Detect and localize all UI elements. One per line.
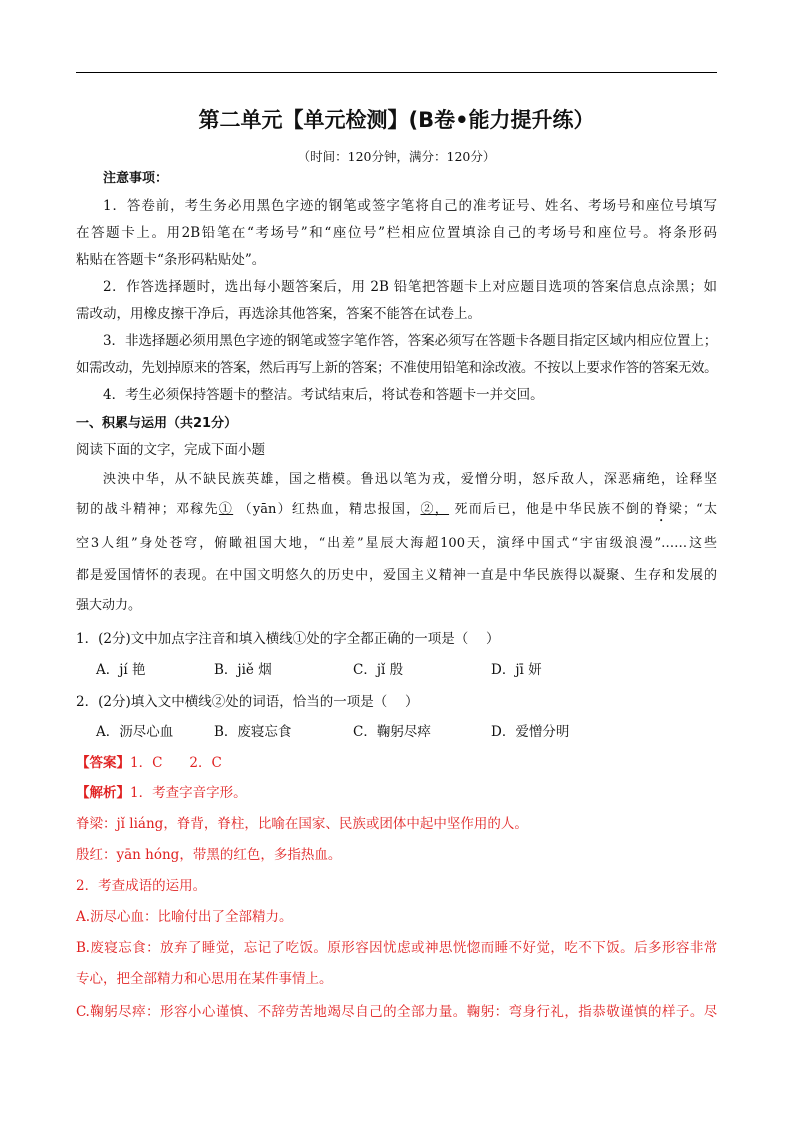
passage-line — [76, 501, 717, 525]
passage-text: （yān）红热血，精忠报国， — [238, 502, 421, 517]
analysis-line: 脊梁：jǐ liáng，脊背，脊柱，比喻在国家、民族或团体中起中坚作用的人。 — [76, 816, 528, 832]
page-title: 第二单元【单元检测】(B卷•能力提升练） — [198, 108, 595, 132]
option-b[interactable]: B．jiě 烟 — [214, 662, 272, 678]
option-a[interactable]: A．沥尽心血 — [96, 724, 174, 740]
question-1-stem: 1．(2分)文中加点字注音和填入横线①处的字全都正确的一项是（ ） — [76, 631, 500, 647]
reading-instruction: 阅读下面的文字，完成下面小题 — [76, 442, 265, 458]
passage-line: 空3人组”身处苍穹，俯瞰祖国大地，“出差”星辰大海超100天，演绎中国式“宇宙级浪漫”……这些 — [76, 536, 717, 551]
notice-line: 2．作答选择题时，选出每小题答案后，用 2B 铅笔把答题卡上对应题目选项的答案信息点涂黑；如 — [103, 279, 717, 295]
passage-line: 都是爱国情怀的表现。在中国文明悠久的历史中，爱国主义精神一直是中华民族得以凝聚、生存和发展的 — [76, 568, 717, 583]
analysis-line: B.废寝忘食：放弃了睡觉，忘记了吃饭。原形容因忧虑或神思恍惚而睡不好觉，吃不下饭。后多形容非常 — [76, 940, 717, 956]
header-rule — [76, 72, 717, 73]
answer-line — [76, 754, 717, 772]
notice-heading: 注意事项： — [103, 171, 169, 186]
notice-line: 需改动，用橡皮擦干净后，再选涂其他答案，答案不能答在试卷上。 — [76, 306, 481, 322]
passage-text: 梁；“太 — [668, 502, 717, 517]
option-d[interactable]: D．jī 妍 — [491, 662, 542, 678]
exam-time-info: （时间：120分钟，满分：120分） — [297, 149, 496, 164]
analysis-line: A.沥尽心血：比喻付出了全部精力。 — [76, 909, 293, 925]
analysis-line — [76, 784, 717, 802]
passage-line: 强大动力。 — [76, 598, 142, 613]
analysis-label: 【解析】 — [76, 785, 130, 801]
option-b[interactable]: B．废寝忘食 — [214, 724, 292, 740]
notice-line: 在答题卡上。用2B铅笔在“考场号”和“座位号”栏相应位置填涂自己的考场号和座位号。将条形码 — [76, 225, 717, 241]
option-c[interactable]: C．jǐ 殷 — [353, 662, 404, 678]
notice-line: 3．非选择题必须用黑色字迹的钢笔或签字笔作答，答案必须写在答题卡各题目指定区域内相应位置上； — [103, 333, 717, 349]
passage-line: 泱泱中华，从不缺民族英雄，国之楷模。鲁迅以笔为戎，爱憎分明，怒斥敌人，深恶痛绝，诠释坚 — [103, 472, 717, 487]
blank-2: ②， — [420, 502, 450, 517]
notice-line: 1．答卷前，考生务必用黑色字迹的钢笔或签字笔将自己的准考证号、姓名、考场号和座位号填写 — [103, 198, 717, 214]
option-a[interactable]: A．jí 艳 — [96, 662, 146, 678]
notice-line: 4．考生必须保持答题卡的整洁。考试结束后，将试卷和答题卡一并交回。 — [103, 387, 544, 403]
passage-text: 韧的战斗精神；邓稼先 — [76, 502, 219, 517]
answer-text: 1．C 2．C — [130, 755, 222, 771]
blank-1: ① — [218, 502, 234, 517]
analysis-line: C.鞠躬尽瘁：形容小心谨慎、不辞劳苦地竭尽自己的全部力量。鞠躬：弯身行礼，指恭敬谨慎的样子。尽 — [76, 1004, 717, 1020]
analysis-line: 专心，把全部精力和心思用在某件事情上。 — [76, 971, 333, 987]
option-c[interactable]: C．鞠躬尽瘁 — [353, 724, 431, 740]
dotted-character: 脊 — [654, 502, 669, 517]
analysis-line: 殷红：yān hóng，带黑的红色，多指热血。 — [76, 847, 342, 863]
notice-line: 如需改动，先划掉原来的答案，然后再写上新的答案；不准使用铅笔和涂改液。不按以上要求作答的答案无效。 — [76, 360, 717, 376]
passage-text: 死而后已，他是中华民族不倒的 — [449, 502, 655, 517]
analysis-line: 2．考查成语的运用。 — [76, 878, 207, 894]
option-d[interactable]: D．爱憎分明 — [491, 724, 570, 740]
analysis-text: 1．考查字音字形。 — [130, 785, 247, 801]
notice-line: 粘贴在答题卡“条形码粘贴处”。 — [76, 252, 266, 268]
answer-label: 【答案】 — [76, 755, 130, 771]
section-heading: 一、积累与运用（共21分） — [76, 416, 238, 431]
question-2-stem: 2．(2分)填入文中横线②处的词语，恰当的一项是（ ） — [76, 694, 419, 710]
